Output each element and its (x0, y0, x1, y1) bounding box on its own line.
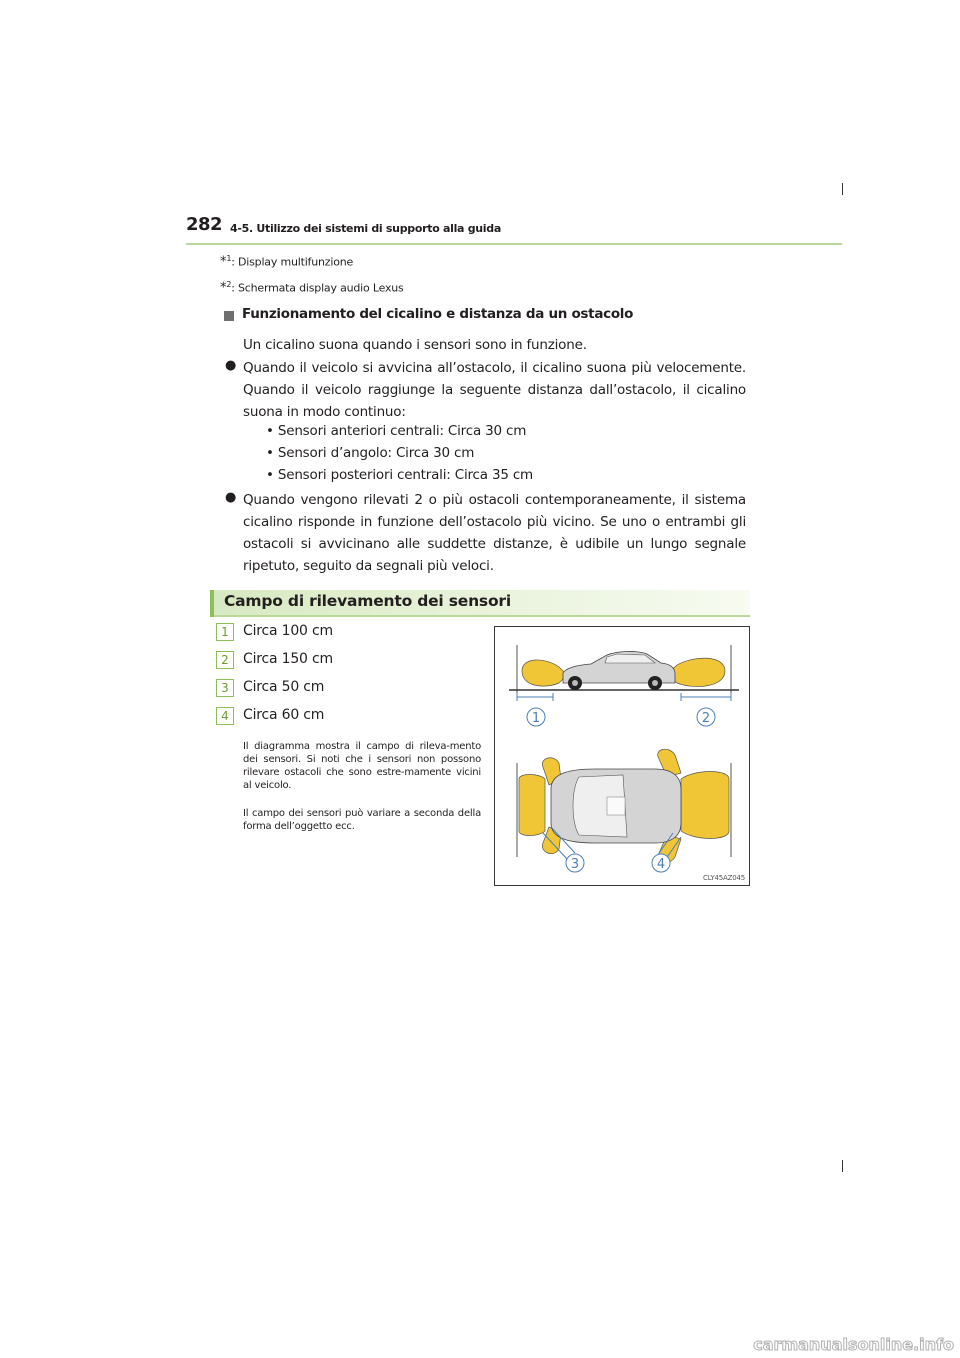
footnote-text: : Schermata display audio Lexus (231, 281, 404, 295)
distance-item: Circa 50 cm (243, 679, 325, 695)
footnote-marker: 1 (226, 254, 232, 263)
rear-center-zone (681, 772, 729, 839)
banner-title: Campo di rilevamento dei sensori (224, 592, 511, 610)
header-rule (186, 243, 842, 245)
note-paragraph-2: Il campo dei sensori può variare a seconda della forma dell’oggetto ecc. (243, 808, 481, 832)
bullet-icon: ● (225, 358, 237, 373)
section-square-icon (224, 311, 234, 321)
sub-item: • Sensori d’angolo: Circa 30 cm (266, 445, 475, 461)
diagram-label-2: 2 (701, 711, 711, 726)
page-number: 282 (186, 214, 223, 235)
distance-item: Circa 100 cm (243, 623, 333, 639)
section-intro: Un cicalino suona quando i sensori sono in funzione. (243, 337, 587, 353)
distance-item: Circa 60 cm (243, 707, 325, 723)
sensor-diagram-svg (495, 627, 751, 887)
sub-item: • Sensori posteriori centrali: Circa 35 cm (266, 467, 533, 483)
footnote-2: *$^2$: Schermata display audio Lexus (220, 280, 404, 296)
distance-item: Circa 150 cm (243, 651, 333, 667)
section-title: Funzionamento del cicalino e distanza da un ostacolo (242, 306, 634, 322)
rear-sensor-zone (667, 658, 725, 686)
diagram-label-4: 4 (656, 857, 666, 872)
figure-code: CLY45AZ045 (703, 874, 745, 882)
diagram-label-3: 3 (570, 857, 580, 872)
watermark-text: carmanualsonline.info (753, 1335, 954, 1354)
note-paragraph-1: Il diagramma mostra il campo di rileva-mento dei sensori. Si noti che i sensori non possono rilevare ostacoli che sono estre-mamente vicini al veicolo. (243, 741, 481, 791)
crop-mark-bottom (842, 1160, 843, 1172)
bullet-paragraph-2: Quando vengono rilevati 2 o più ostacoli contemporaneamente, il sistema cicalino risponde in funzione dell’ostacolo più vicino. Se uno o entrambi gli ostacoli si avvicinano alle suddette distanze, è udibile un lungo segnale ripetuto, seguito da segnali più veloci. (243, 492, 746, 574)
front-center-zone (519, 775, 545, 836)
breadcrumb: 4-5. Utilizzo dei sistemi di supporto alla guida (230, 222, 501, 235)
sensor-range-diagram (494, 626, 750, 886)
footnote-marker: 2 (226, 280, 232, 289)
number-badge: 4 (216, 707, 234, 725)
crop-mark-top (842, 183, 843, 195)
number-badge: 1 (216, 623, 234, 641)
footnote-1: *$^1$: Display multifunzione (220, 254, 354, 270)
diagram-label-1: 1 (531, 711, 541, 726)
sub-item: • Sensori anteriori centrali: Circa 30 cm (266, 423, 527, 439)
footer-watermark (0, 1332, 960, 1356)
number-badge: 2 (216, 651, 234, 669)
banner-accent-bar (210, 590, 214, 617)
bullet-paragraph-1: Quando il veicolo si avvicina all’ostacolo, il cicalino suona più velocemente. Quando il veicolo raggiunge la seguente distanza dall’ostacolo, il cicalino suona in modo continuo: (243, 360, 746, 420)
bullet-icon: ● (225, 490, 237, 505)
footnote-text: : Display multifunzione (231, 255, 354, 269)
front-sensor-zone (522, 660, 567, 686)
watermark-svg (0, 1332, 960, 1356)
number-badge: 3 (216, 679, 234, 697)
